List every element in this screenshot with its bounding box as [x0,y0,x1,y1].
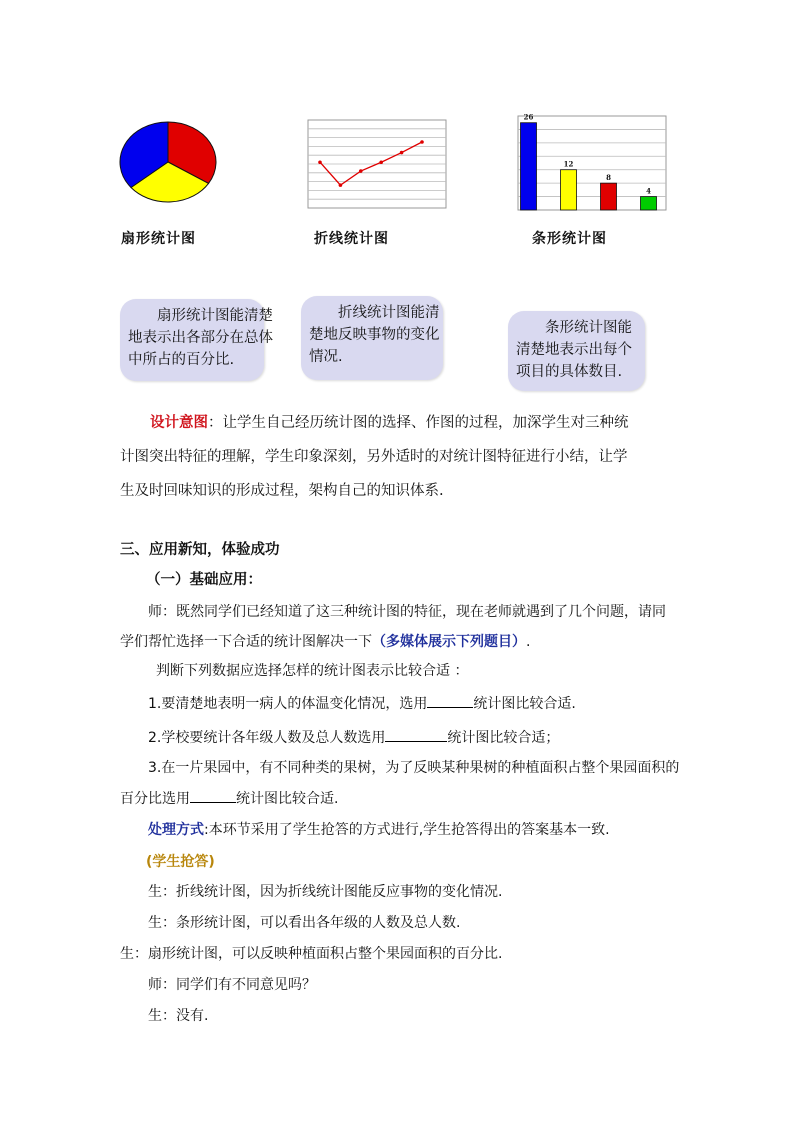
bar-note-line: 条形统计图能 [545,320,632,336]
question-text: 2.学校要统计各年级人数及总人数选用 [148,730,386,746]
line-chart-note [301,296,443,380]
answer-1: 生：折线统计图，因为折线统计图能反应事物的变化情况. [148,884,503,900]
design-intent-label: 设计意图 [150,414,208,431]
body-paragraph-1a: 师：既然同学们已经知道了这三种统计图的特征，现在老师就遇到了几个问题，请同 [148,604,666,620]
plot-frame [518,116,666,210]
line-note-line: 折线统计图能清 [338,305,440,321]
pie-note-line: 中所占的百分比. [128,352,235,368]
question-text: 1.要清楚地表明一病人的体温变化情况，选用 [148,696,428,712]
answer-5: 生：没有. [148,1008,209,1024]
bar [641,197,657,210]
answer-blank [427,693,473,708]
pie-chart-caption: 扇形统计图 [121,231,196,247]
question-3b [120,788,338,809]
line-chart-caption: 折线统计图 [314,231,389,247]
question-text: 统计图比较合适. [236,791,339,807]
question-text: 统计图比较合适； [447,730,560,746]
bar-data-label: 4 [646,186,651,196]
method-line [148,820,610,840]
bar [601,183,617,210]
data-point [420,140,424,144]
bar [561,170,577,210]
data-point [400,151,404,155]
bar-data-label: 12 [563,159,574,169]
design-intent-line-2: 计图突出特征的理解，学生印象深刻，另外适时的对统计图特征进行小结，让学 [120,449,628,465]
body-text: . [526,634,531,650]
bar-data-label: 26 [523,112,534,122]
bar-chart [508,108,668,212]
line-note-line: 情况. [309,349,343,365]
design-intent-line-1 [150,412,629,434]
bar-chart-caption: 条形统计图 [532,231,607,247]
section-subtitle: （一）基础应用： [146,572,262,588]
design-intent-line-3: 生及时回味知识的形成过程，架构自己的知识体系. [120,483,444,499]
body-paragraph-1b [120,632,530,652]
question-3a: 3.在一片果园中，有不同种类的果树，为了反映某种果树的种植面积占整个果园面积的 [148,760,680,776]
answer-blank [385,727,447,742]
data-point [359,169,363,173]
pie-note-line: 扇形统计图能清楚 [157,308,273,324]
answer-4: 师：同学们有不同意见吗？ [148,977,316,993]
answer-label: (学生抢答) [146,854,215,870]
pie-chart [116,118,220,206]
bar-note-line: 清楚地表示出每个 [516,342,632,358]
answer-3: 生：扇形统计图，可以反映种植面积占整个果园面积的百分比. [120,946,503,962]
bar-data-label: 8 [606,173,611,183]
line-chart [306,118,448,210]
pie-chart-note [120,299,273,381]
question-2 [148,727,559,748]
question-text: 百分比选用 [120,791,190,807]
multimedia-note: （多媒体展示下列题目） [372,634,526,650]
body-text: 学们帮忙选择一下合适的统计图解决一下 [120,634,372,650]
question-text: 统计图比较合适. [473,696,576,712]
bar-chart-note [508,311,645,391]
body-paragraph-2: 判断下列数据应选择怎样的统计图表示比较合适 ： [156,663,469,679]
design-text: ：让学生自己经历统计图的选择、作图的过程，加深学生对三种统 [208,415,629,431]
answer-blank [190,788,236,803]
data-point [318,160,322,164]
bar [521,123,537,210]
answer-2: 生：条形统计图，可以看出各年级的人数及总人数. [148,915,461,931]
section-title: 三、应用新知，体验成功 [120,542,280,558]
line-note-line: 楚地反映事物的变化 [309,327,440,343]
bar-note-line: 项目的具体数目. [516,364,623,380]
data-point [379,160,383,164]
method-text: :本环节采用了学生抢答的方式进行,学生抢答得出的答案基本一致. [204,822,610,838]
data-point [339,183,343,187]
method-label: 处理方式 [148,822,204,838]
pie-note-line: 地表示出各部分在总体 [128,330,273,346]
question-1 [148,693,576,714]
